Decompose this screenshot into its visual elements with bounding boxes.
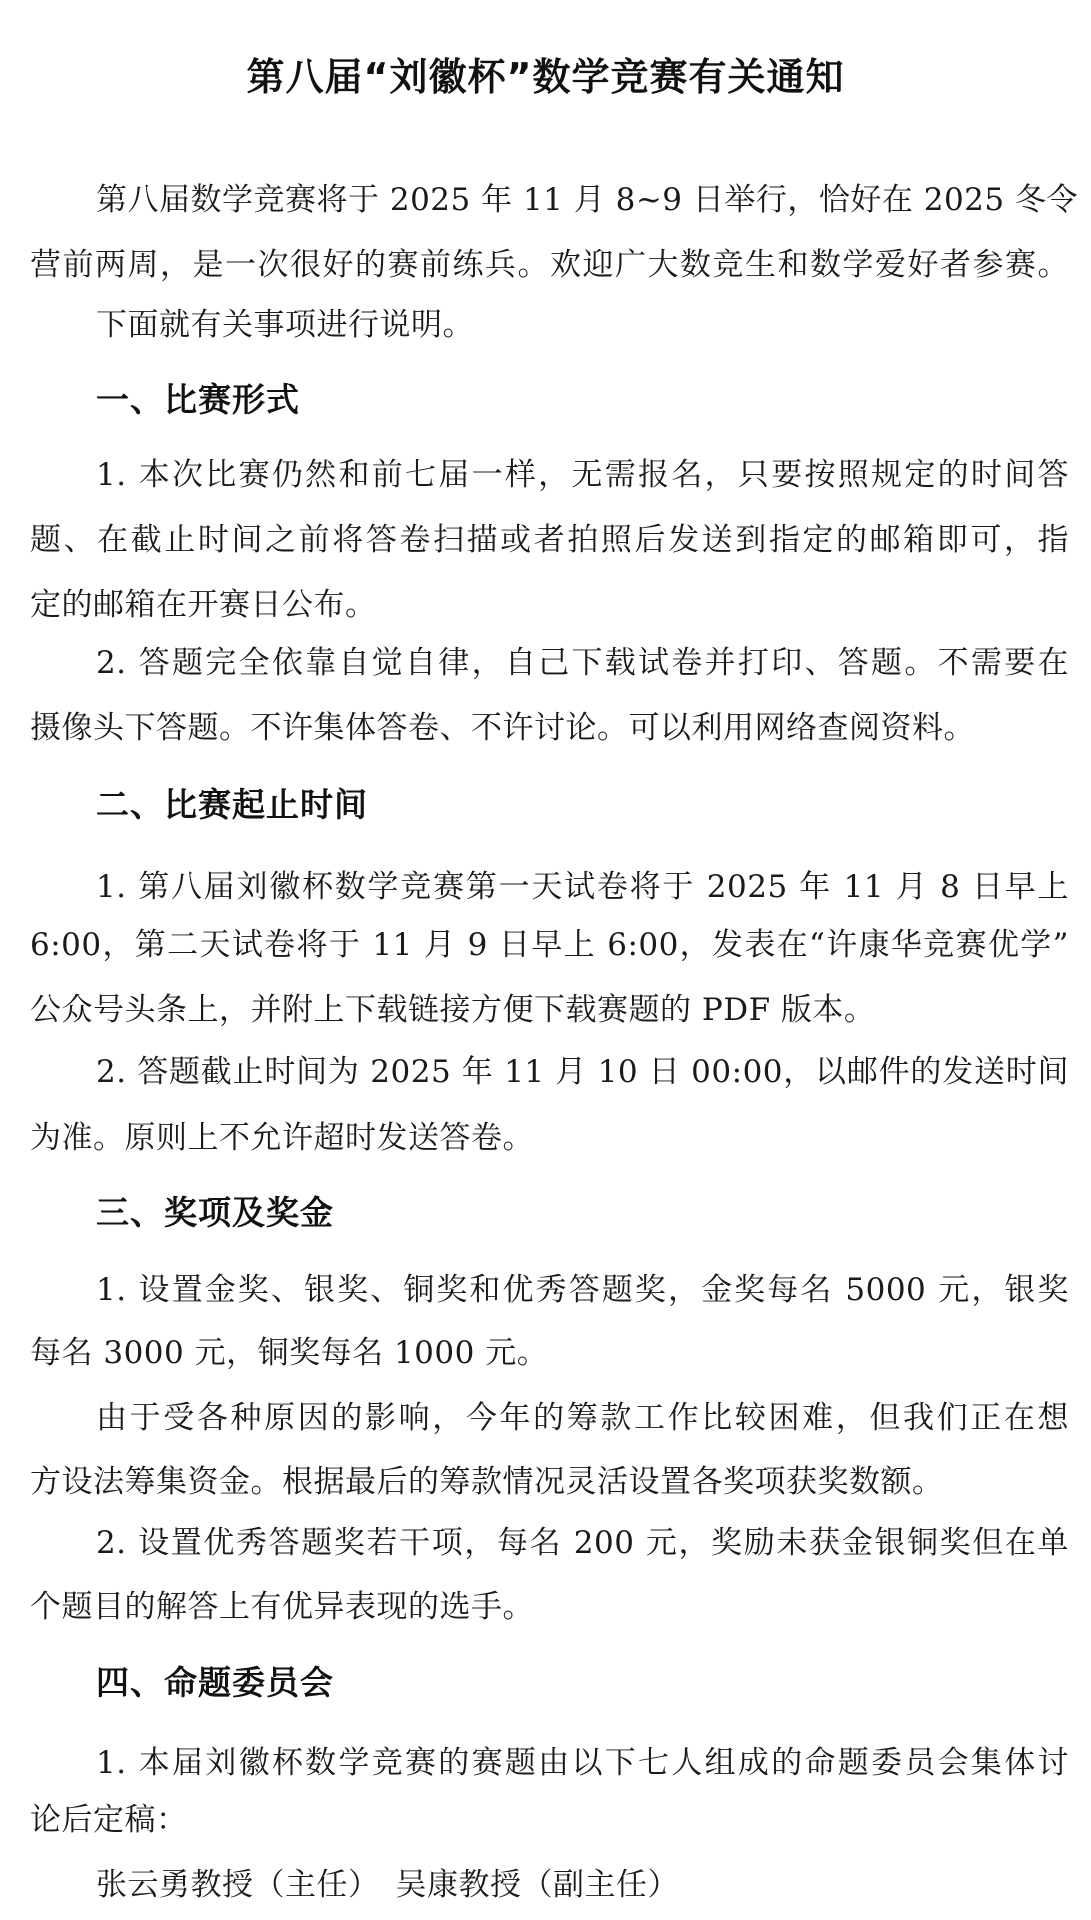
section-4-line-1: 1. 本届刘徽杯数学竞赛的赛题由以下七人组成的命题委员会集体讨: [96, 1745, 1069, 1781]
section-1-line-1: 1. 本次比赛仍然和前七届一样，无需报名，只要按照规定的时间答: [96, 457, 1069, 493]
intro-line-3: 下面就有关事项进行说明。: [96, 307, 474, 343]
section-1-line-2: 题、在截止时间之前将答卷扫描或者拍照后发送到指定的邮箱即可，指: [30, 522, 1069, 558]
section-heading-1: 一、比赛形式: [96, 380, 300, 419]
section-3-line-5: 2. 设置优秀答题奖若干项，每名 200 元，奖励未获金银铜奖但在单: [96, 1525, 1069, 1561]
page-title: 第八届“刘徽杯”数学竞赛有关通知: [246, 55, 845, 99]
section-3-line-1: 1. 设置金奖、银奖、铜奖和优秀答题奖，金奖每名 5000 元，银奖: [96, 1272, 1069, 1308]
section-2-line-1: 1. 第八届刘徽杯数学竞赛第一天试卷将于 2025 年 11 月 8 日早上: [96, 869, 1069, 905]
section-1-line-3: 定的邮箱在开赛日公布。: [30, 587, 377, 623]
section-1-line-4: 2. 答题完全依靠自觉自律，自己下载试卷并打印、答题。不需要在: [96, 645, 1069, 681]
section-2-line-4: 2. 答题截止时间为 2025 年 11 月 10 日 00:00，以邮件的发送时间: [96, 1054, 1069, 1090]
section-3-line-2: 每名 3000 元，铜奖每名 1000 元。: [30, 1335, 549, 1371]
section-4-line-2: 论后定稿：: [30, 1802, 188, 1838]
section-3-line-3: 由于受各种原因的影响，今年的筹款工作比较困难，但我们正在想: [96, 1400, 1069, 1436]
section-heading-2: 二、比赛起止时间: [96, 785, 368, 824]
section-3-line-6: 个题目的解答上有优异表现的选手。: [30, 1589, 534, 1625]
intro-line-1: 第八届数学竞赛将于 2025 年 11 月 8~9 日举行，恰好在 2025 冬令: [96, 182, 1078, 218]
section-2-line-3: 公众号头条上，并附上下载链接方便下载赛题的 PDF 版本。: [30, 992, 876, 1028]
section-heading-4: 四、命题委员会: [96, 1663, 334, 1702]
section-1-line-5: 摄像头下答题。不许集体答卷、不许讨论。可以利用网络查阅资料。: [30, 710, 975, 746]
section-heading-3: 三、奖项及奖金: [96, 1193, 334, 1232]
section-2-line-2: 6:00，第二天试卷将于 11 月 9 日早上 6:00，发表在“许康华竞赛优学”: [30, 927, 1069, 963]
section-3-line-4: 方设法筹集资金。根据最后的筹款情况灵活设置各奖项获奖数额。: [30, 1464, 944, 1500]
section-2-line-5: 为准。原则上不允许超时发送答卷。: [30, 1120, 534, 1156]
committee-members: 张云勇教授（主任） 吴康教授（副主任）: [96, 1867, 679, 1903]
intro-line-2: 营前两周，是一次很好的赛前练兵。欢迎广大数竞生和数学爱好者参赛。: [30, 247, 1069, 283]
